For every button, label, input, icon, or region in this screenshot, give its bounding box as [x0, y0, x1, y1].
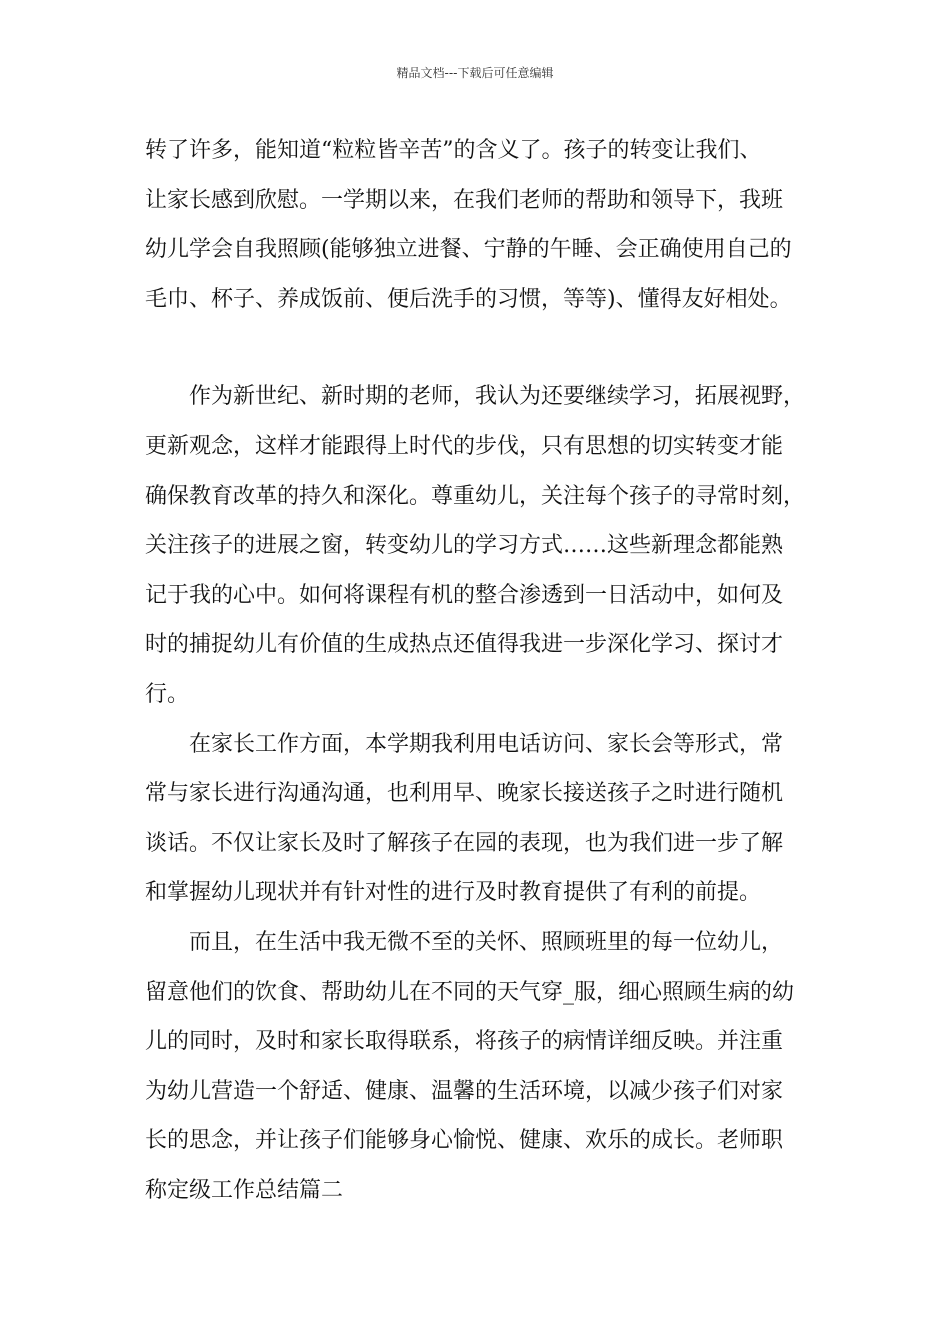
text-line: 幼儿学会自我照顾(能够独立进餐、宁静的午睡、会正确使用自己的	[145, 237, 792, 263]
text-line: 确保教育改革的持久和深化。尊重幼儿，关注每个孩子的寻常时刻，	[145, 483, 806, 509]
text-line: 而且，在生活中我无微不至的关怀、照顾班里的每一位幼儿，	[145, 929, 784, 955]
text-line: 长的思念，并让孩子们能够身心愉悦、健康、欢乐的成长。老师职	[145, 1128, 784, 1154]
text-line: 和掌握幼儿现状并有针对性的进行及时教育提供了有利的前提。	[145, 880, 762, 906]
text-line: 时的捕捉幼儿有价值的生成热点还值得我进一步深化学习、探讨才	[145, 632, 784, 658]
document-body	[145, 132, 827, 1221]
paragraph-4	[145, 924, 827, 1222]
text-line: 行。	[145, 681, 190, 707]
text-line: 谈话。不仅让家长及时了解孩子在园的表现，也为我们进一步了解	[145, 830, 784, 856]
text-line: 称定级工作总结篇二	[145, 1177, 344, 1203]
paragraph-2	[145, 378, 827, 725]
text-line: 毛巾、杯子、养成饭前、便后洗手的习惯，等等)、懂得友好相处。	[145, 286, 792, 312]
text-line: 常与家长进行沟通沟通，也利用早、晚家长接送孩子之时进行随机	[145, 781, 784, 807]
page-header: 精品文档---下载后可任意编辑	[396, 66, 554, 80]
text-line: 在家长工作方面，本学期我利用电话访问、家长会等形式，常	[145, 731, 784, 757]
text-line: 为幼儿营造一个舒适、健康、温馨的生活环境，以减少孩子们对家	[145, 1078, 784, 1104]
text-line: 转了许多，能知道“粒粒皆辛苦”的含义了。孩子的转变让我们、	[145, 138, 762, 163]
text-line: 记于我的心中。如何将课程有机的整合渗透到一日活动中，如何及	[145, 582, 784, 608]
text-line: 关注孩子的进展之窗，转变幼儿的学习方式……这些新理念都能熟	[145, 533, 784, 559]
text-line: 作为新世纪、新时期的老师，我认为还要继续学习，拓展视野，	[145, 384, 806, 410]
text-line: 儿的同时，及时和家长取得联系，将孩子的病情详细反映。并注重	[145, 1029, 784, 1055]
text-line: 留意他们的饮食、帮助幼儿在不同的天气穿_服，细心照顾生病的幼	[145, 979, 795, 1005]
text-line: 更新观念，这样才能跟得上时代的步伐，只有思想的切实转变才能	[145, 433, 784, 459]
text-line: 让家长感到欣慰。一学期以来，在我们老师的帮助和领导下，我班	[145, 187, 784, 213]
paragraph-3	[145, 726, 827, 924]
paragraph-gap	[145, 330, 827, 378]
paragraph-1	[145, 132, 827, 330]
